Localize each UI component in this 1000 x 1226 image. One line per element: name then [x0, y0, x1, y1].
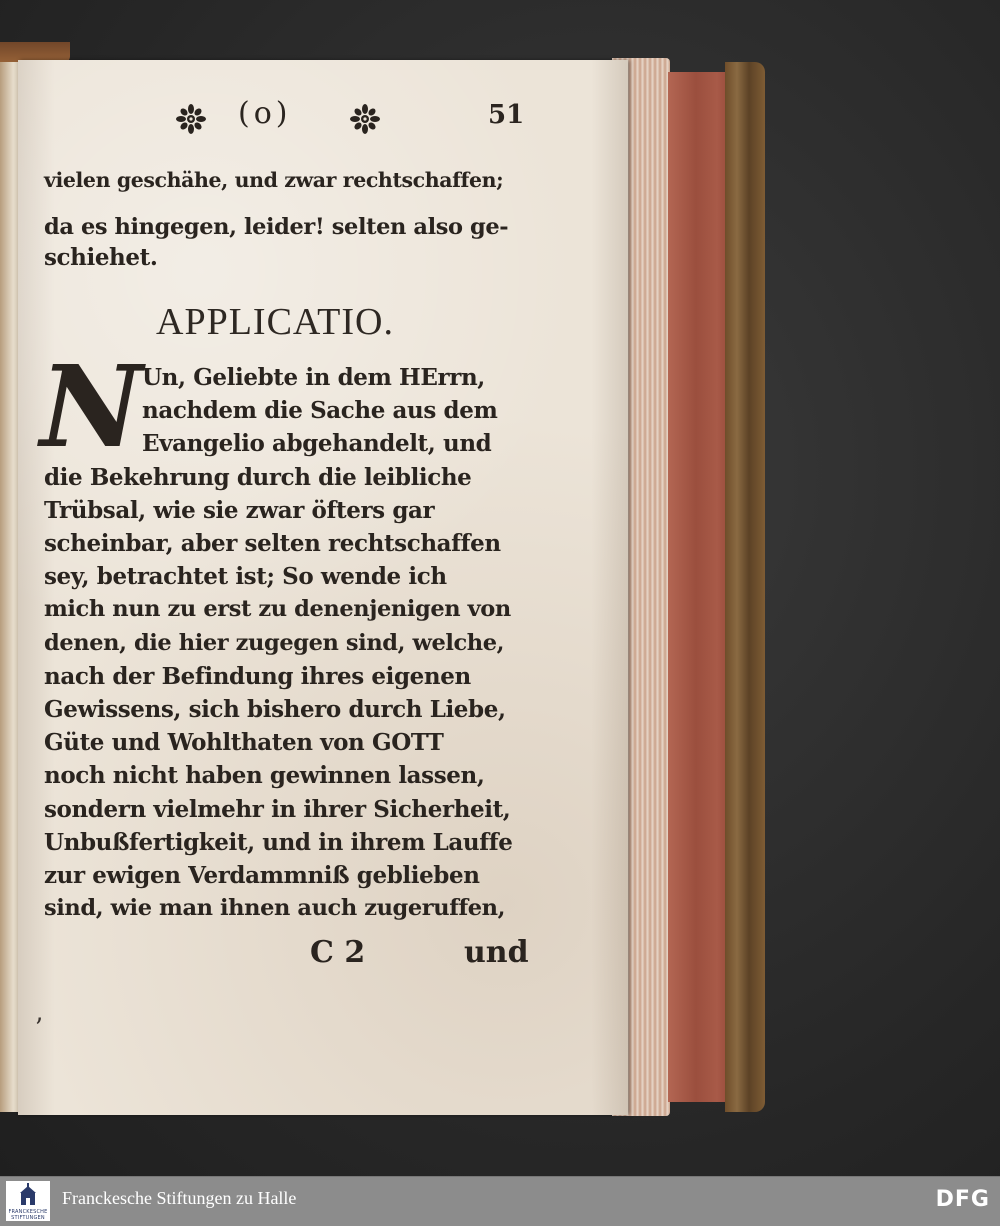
text-line: sind, wie man ihnen auch zugeruffen, — [44, 895, 506, 922]
text-line: zur ewigen Verdammniß geblieben — [44, 862, 480, 889]
text-line: nachdem die Sache aus dem — [142, 397, 498, 425]
rosette-ornament-icon — [350, 104, 380, 134]
signature-mark: C 2 — [310, 935, 366, 970]
page-header — [160, 96, 525, 142]
building-icon — [18, 1183, 38, 1207]
text-line: scheinbar, aber selten rechtschaffen — [44, 530, 501, 557]
text-line: Unbußfertigkeit, und in ihrem Lauffe — [44, 828, 513, 856]
institution-logo — [6, 1181, 50, 1221]
text-line: Trübsal, wie sie zwar öfters gar — [44, 496, 435, 524]
text-line: da es hingegen, leider! selten also ge- — [44, 214, 509, 240]
ink-mark: ʼ — [34, 1014, 43, 1044]
text-line: mich nun zu erst zu denenjenigen von — [44, 596, 511, 623]
text-line: denen, die hier zugegen sind, welche, — [44, 629, 505, 656]
text-line: Un, Geliebte in dem HErrn, — [142, 364, 485, 391]
text-line: Evangelio abgehandelt, und — [142, 430, 492, 458]
text-line: vielen geschähe, und zwar rechtschaffen; — [44, 168, 504, 192]
catchword: und — [464, 935, 529, 970]
decorated-initial: N — [40, 342, 143, 473]
text-line: sey, betrachtet ist; So wende ich — [44, 563, 447, 591]
section-heading: APPLICATIO. — [156, 301, 394, 343]
rosette-ornament-icon — [176, 104, 206, 134]
text-line: Gewissens, sich bishero durch Liebe, — [44, 696, 506, 723]
page-number: 51 — [488, 100, 525, 130]
text-line: nach der Befindung ihres eigenen — [44, 662, 471, 690]
institution-name[interactable]: Franckesche Stiftungen zu Halle — [62, 1188, 297, 1208]
text-line: Güte und Wohlthaten von GOTT — [44, 729, 444, 757]
footer-bar — [0, 1176, 1000, 1226]
text-line: die Bekehrung durch die leibliche — [44, 463, 472, 491]
logo-text: FRANCKESCHE STIFTUNGEN — [8, 1209, 48, 1221]
text-line: sondern vielmehr in ihrer Sicherheit, — [44, 795, 511, 823]
header-mark: (o) — [238, 96, 292, 131]
dfg-logo[interactable]: DFG — [935, 1187, 990, 1212]
text-line: noch nicht haben gewinnen lassen, — [44, 762, 485, 790]
book-cover — [725, 62, 765, 1112]
text-line: schiehet. — [44, 244, 158, 271]
